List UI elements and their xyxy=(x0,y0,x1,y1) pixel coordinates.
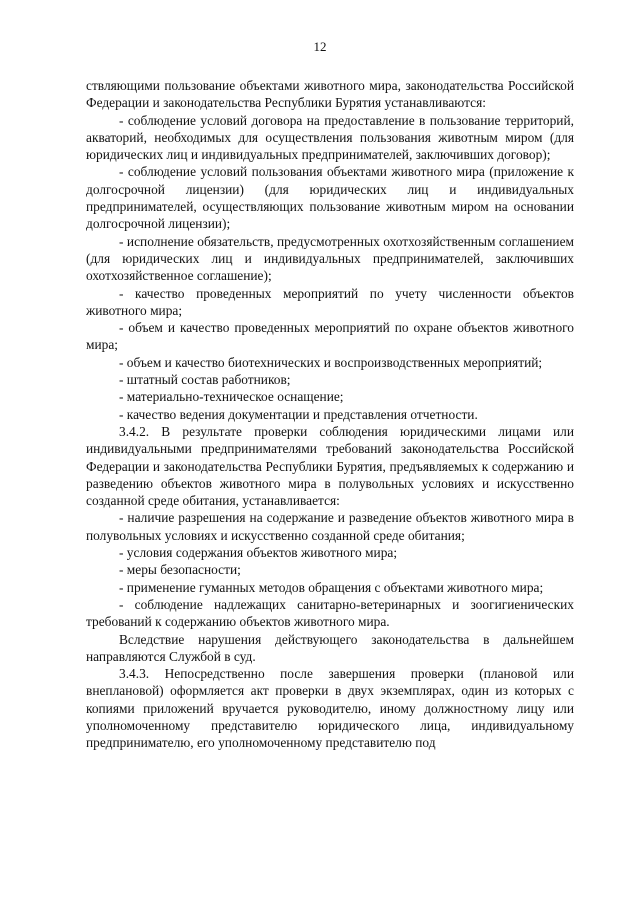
paragraph: - качество проведенных мероприятий по учету численности объектов животного мира; xyxy=(86,285,574,318)
document-body xyxy=(86,77,574,752)
paragraph: - применение гуманных методов обращения с объектами животного мира; xyxy=(119,579,544,595)
paragraph: Вследствие нарушения действующего законодательства в дальнейшем направляются Службой в суд. xyxy=(86,631,574,664)
paragraph: 3.4.3. Непосредственно после завершения проверки (плановой или внеплановой) оформляется акт проверки в двух экземплярах, один из которых с копиями приложений вручается руководителю, иному должностному лицу или уполномоченному представителю юридического лица, индивидуальному предпринимателю, его уполномоченному представителю под xyxy=(86,666,574,751)
paragraph: - исполнение обязательств, предусмотренных охотхозяйственным соглашением (для юридических лиц и индивидуальных предпринимателей, заключивших охотхозяйственное соглашение); xyxy=(86,233,574,284)
paragraph: - материально-техническое оснащение; xyxy=(119,389,344,405)
paragraph: - меры безопасности; xyxy=(119,562,241,578)
paragraph: ствляющими пользование объектами животного мира, законодательства Российской Федерации и законодательства Республики Бурятия устанавливаются: xyxy=(86,78,574,111)
paragraph: - наличие разрешения на содержание и разведение объектов животного мира в полувольных условиях и искусственно созданной среде обитания; xyxy=(86,510,574,543)
page-number: 12 xyxy=(313,39,327,54)
paragraph: - соблюдение условий договора на предоставление в пользование территорий, акваторий, необходимых для осуществления пользования животным миром (для юридических лиц и индивидуальных предпринимателей, заключивших договор); xyxy=(86,112,574,163)
paragraph: - условия содержания объектов животного мира; xyxy=(119,545,398,561)
paragraph: - соблюдение условий пользования объектами животного мира (приложение к долгосрочной лицензии) (для юридических лиц и индивидуальных предпринимателей, осуществляющих пользование животным миром на основании долгосрочной лицензии); xyxy=(86,164,574,232)
paragraph: - объем и качество проведенных мероприятий по охране объектов животного мира; xyxy=(86,320,574,353)
paragraph: - объем и качество биотехнических и воспроизводственных мероприятий; xyxy=(119,354,543,370)
paragraph: - соблюдение надлежащих санитарно-ветеринарных и зоогигиенических требований к содержанию объектов животного мира. xyxy=(86,596,574,630)
paragraph: - качество ведения документации и представления отчетности. xyxy=(119,406,478,422)
paragraph: - штатный состав работников; xyxy=(119,372,291,388)
paragraph: 3.4.2. В результате проверки соблюдения юридическими лицами или индивидуальными предпринимателями требований законодательства Российской Федерации и законодательства Республики Бурятия, предъявляемых к содержанию и разведению объектов животного мира в полувольных условиях и искусственно созданной среде обитания, устанавливается: xyxy=(86,423,574,509)
